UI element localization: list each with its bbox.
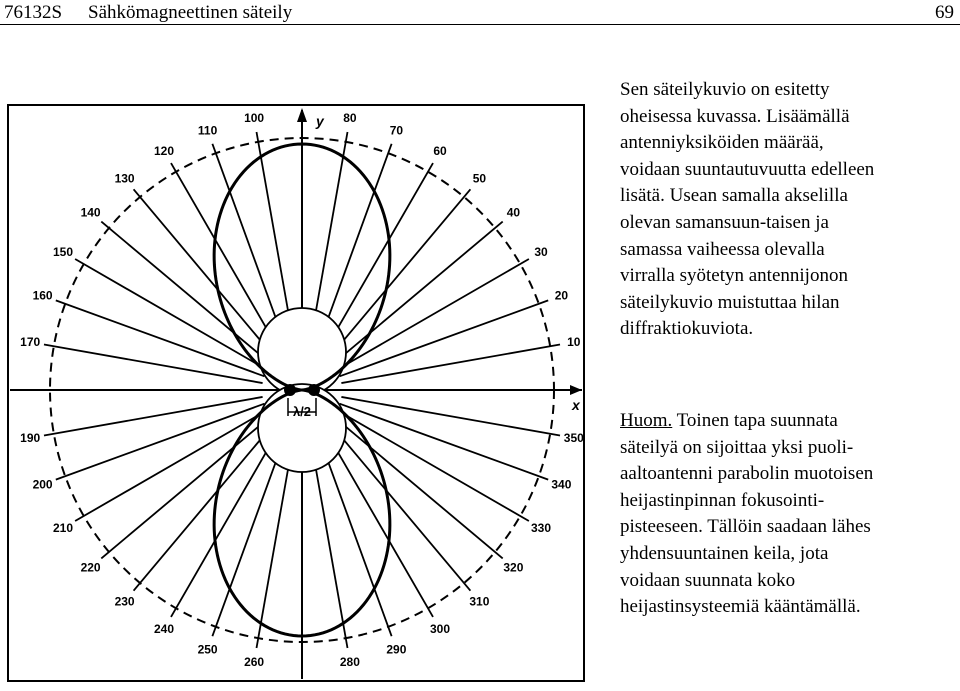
note-line: aaltoantenni parabolin muotoisen	[620, 463, 874, 485]
paragraph-note	[620, 408, 956, 621]
angle-label: 110	[197, 123, 218, 138]
y-axis-arrow	[297, 108, 307, 122]
paragraph-line: voidaan suuntautuvuutta edelleen	[620, 158, 875, 180]
angle-label: 230	[114, 594, 135, 609]
angle-label: 210	[52, 521, 74, 535]
paragraph-line: lisätä. Usean samalla akselilla	[620, 185, 848, 207]
angle-label: 60	[433, 144, 447, 158]
antenna-element-left	[284, 384, 296, 396]
angle-label: 200	[32, 477, 53, 492]
separation-label: λ/2	[292, 404, 312, 419]
angle-label: 140	[80, 205, 101, 220]
document-code: 76132S	[4, 2, 63, 23]
inner-circle-lower	[258, 384, 346, 472]
antenna-element-right	[308, 384, 320, 396]
angle-label: 70	[389, 123, 404, 138]
paragraph-line: samassa vaiheessa olevalla	[620, 238, 825, 260]
note-line: säteilyä on sijoittaa yksi puoli-	[620, 436, 854, 458]
x-axis-arrow	[570, 385, 582, 395]
angle-label: 190	[20, 430, 41, 445]
paragraph-line: säteilykuvio muistuttaa hilan	[620, 291, 840, 313]
paragraph-radiation-pattern	[620, 77, 956, 343]
angle-label: 350	[563, 430, 584, 445]
note-line: yhdensuuntainen keila, jota	[620, 542, 829, 564]
note-first-line	[620, 408, 956, 435]
angle-label: 250	[197, 642, 218, 657]
x-axis-label: x	[572, 397, 580, 413]
note-line: heijastinpinnan fokusointi-	[620, 489, 825, 511]
angle-label: 290	[386, 642, 407, 657]
angle-label: 280	[339, 654, 360, 669]
y-axis-label: y	[316, 113, 324, 129]
angle-label: 10	[567, 335, 581, 350]
paragraph-line: Sen säteilykuvio on esitetty	[620, 79, 830, 100]
page-number: 69	[935, 2, 954, 23]
angle-label: 20	[554, 288, 569, 303]
paragraph-line: virralla syötetyn antennijonon	[620, 265, 848, 287]
note-lines	[620, 435, 956, 621]
note-line: heijastinsysteemiä kääntämällä.	[620, 596, 861, 618]
angle-label: 120	[153, 144, 175, 158]
note-line: pisteeseen. Tällöin saadaan lähes	[620, 516, 871, 538]
angle-label: 220	[80, 560, 101, 575]
angle-label: 130	[114, 171, 135, 186]
angle-label: 170	[20, 335, 41, 350]
angle-label: 150	[52, 245, 74, 259]
inner-circle-upper	[258, 308, 346, 396]
angle-label: 300	[429, 622, 451, 636]
paragraph-line: oheisessa kuvassa. Lisäämällä	[620, 105, 850, 127]
angle-label: 240	[153, 622, 175, 636]
header-rule	[0, 24, 960, 25]
note-line: voidaan suunnata koko	[620, 569, 796, 591]
angle-label: 260	[244, 654, 265, 669]
paragraph-line: antenniyksiköiden määrää,	[620, 132, 824, 154]
angle-label: 340	[551, 477, 572, 492]
angle-label: 40	[506, 205, 521, 220]
angle-label: 30	[534, 245, 548, 259]
angle-label: 330	[530, 521, 552, 535]
note-label: Huom.	[620, 410, 673, 431]
radiation-pattern-svg	[0, 100, 590, 686]
paragraph-line: diffraktiokuviota.	[620, 318, 754, 340]
angle-label: 50	[472, 171, 487, 186]
angle-label: 80	[343, 111, 357, 126]
angle-label: 160	[32, 288, 53, 303]
angle-label: 100	[244, 111, 265, 126]
note-first-line-text: Toinen tapa suunnata	[672, 410, 838, 431]
angle-label: 320	[503, 560, 524, 575]
radiation-pattern-figure	[0, 100, 590, 691]
chapter-title: Sähkömagneettinen säteily	[88, 2, 293, 23]
paragraph-line: olevan samansuun-taisen ja	[620, 211, 829, 233]
angle-label: 310	[469, 594, 490, 609]
page-header	[4, 2, 956, 24]
